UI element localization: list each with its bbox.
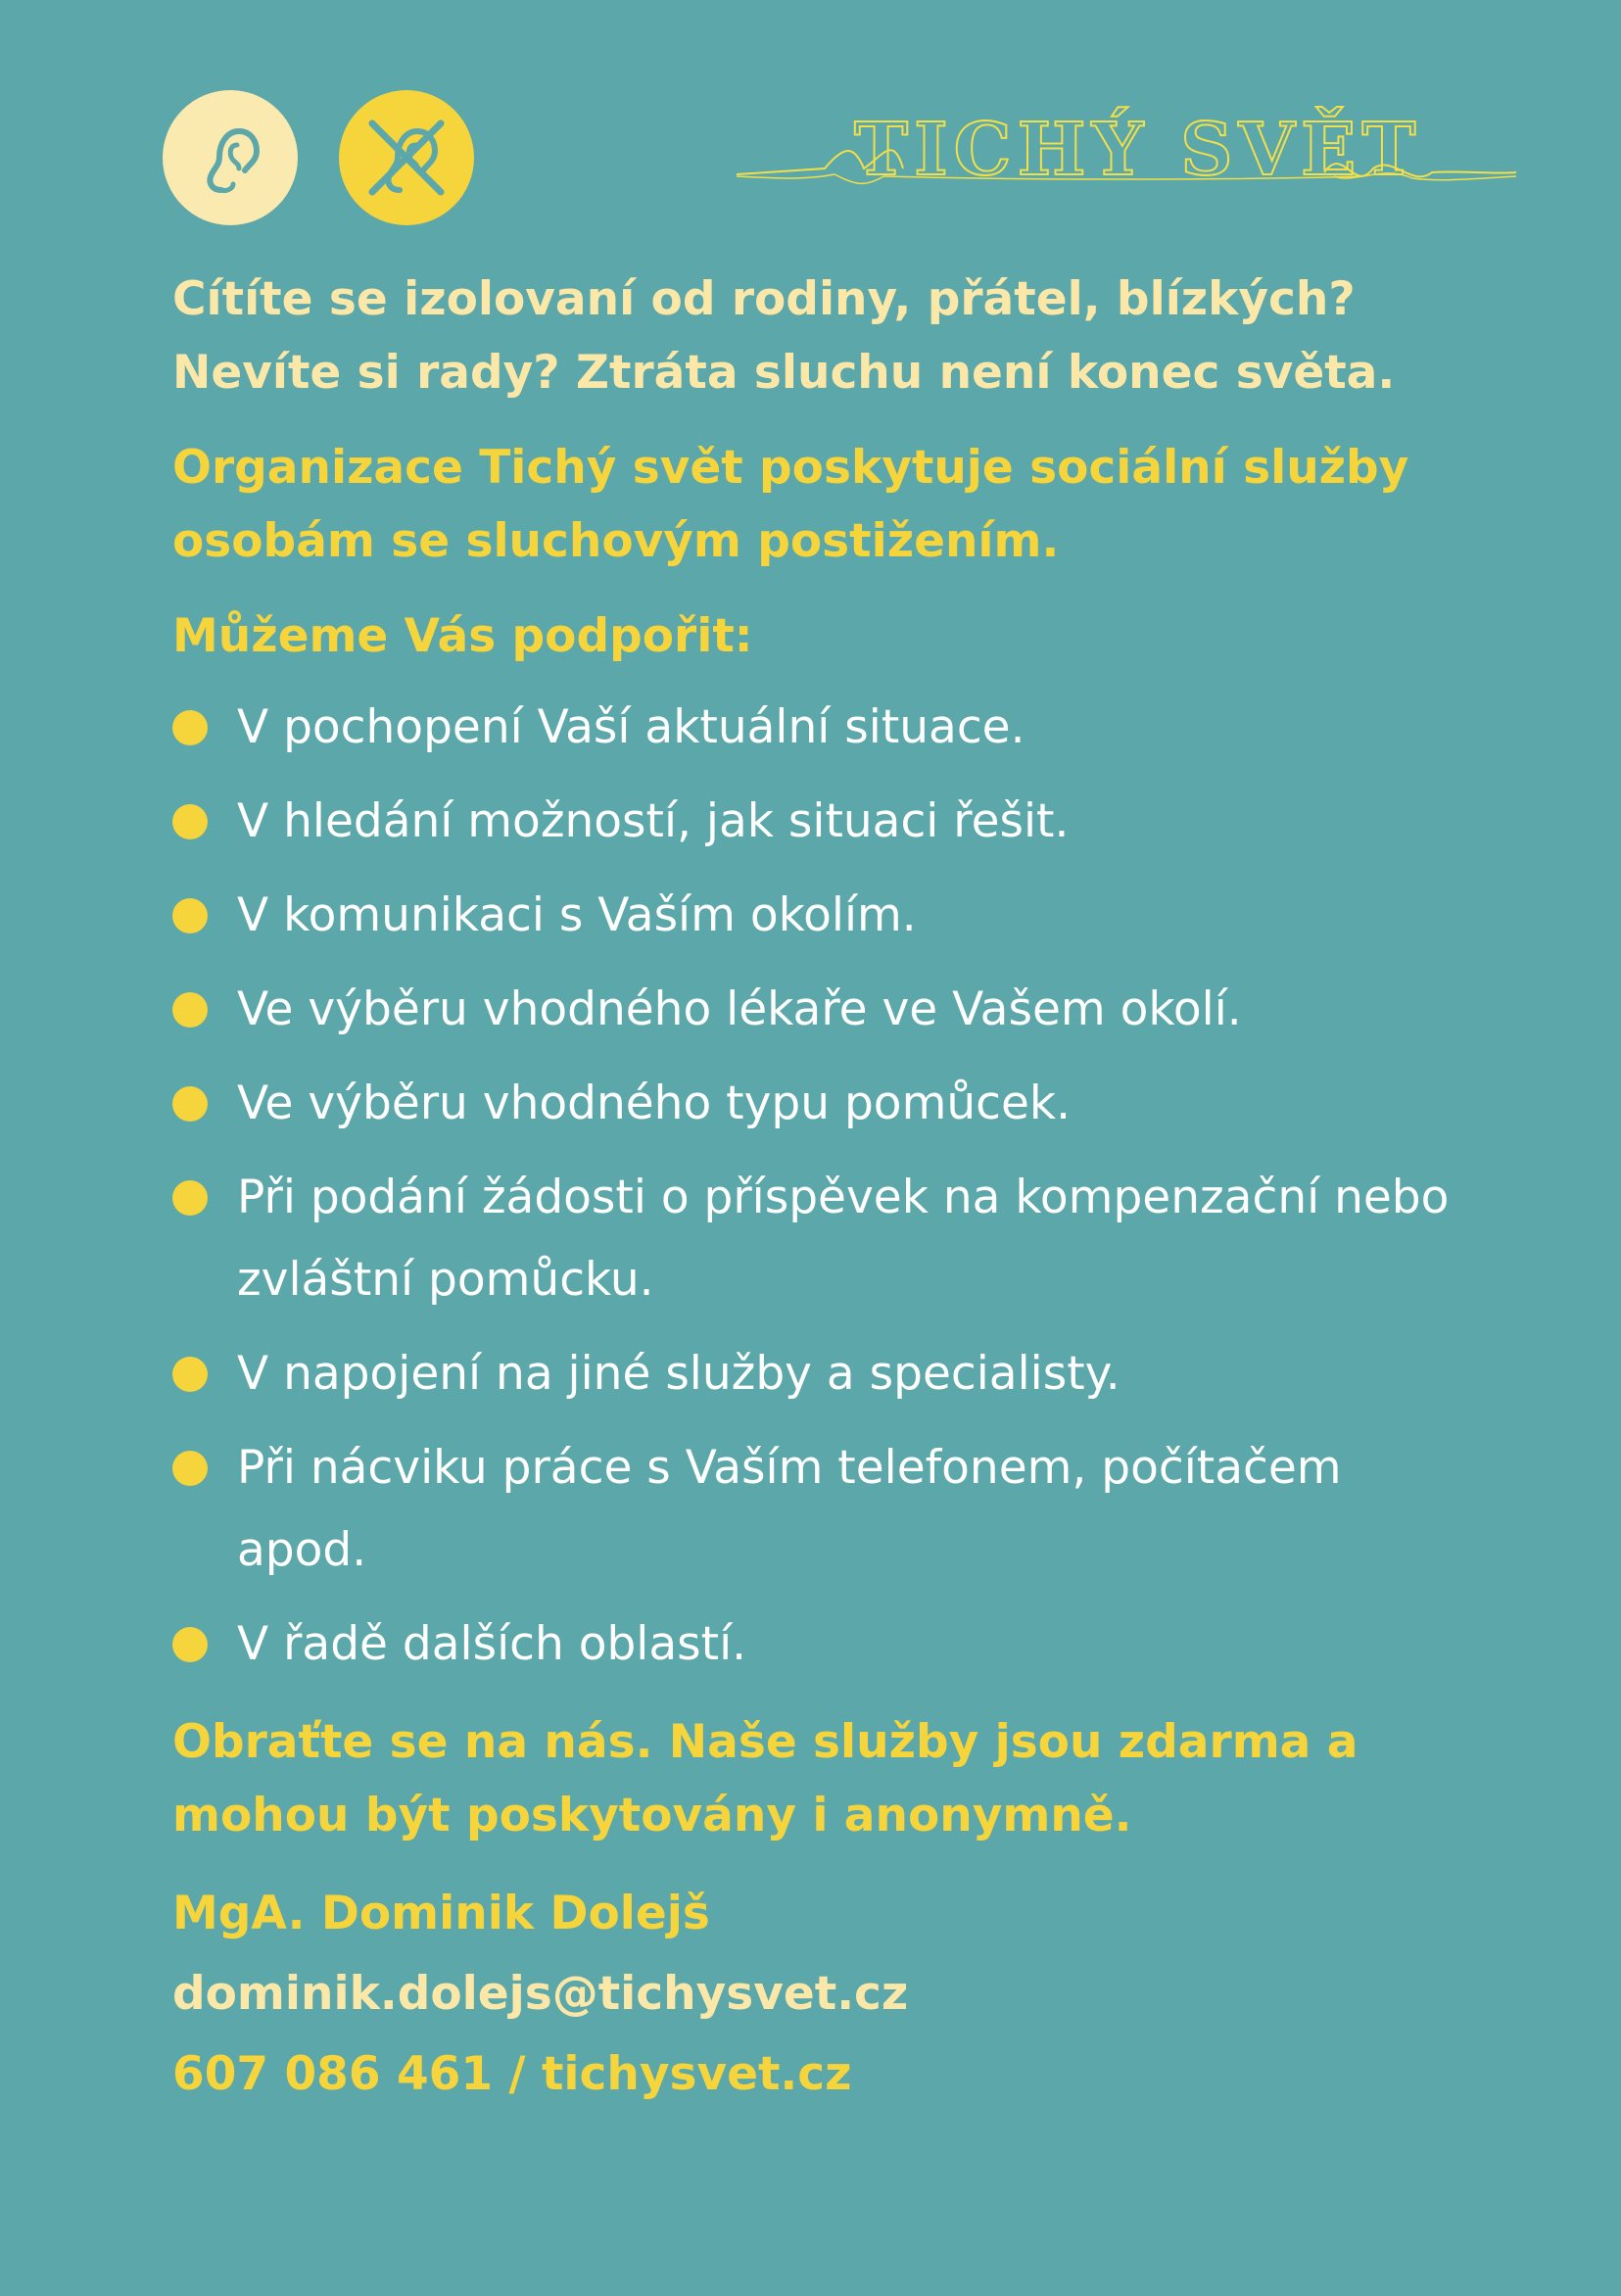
bullet-icon [172,1086,208,1122]
list-item: V komunikaci s Vaším okolím. [172,875,1485,957]
header [163,86,1514,233]
organization-text: Organizace Tichý svět poskytuje sociální služby osobám se sluchovým postižením. [172,441,1409,568]
support-list [172,687,1485,1686]
bullet-icon [172,1357,208,1392]
contact-block [172,1874,1485,2115]
bullet-icon [172,710,208,745]
list-item: V řadě dalších oblastí. [172,1603,1485,1686]
bullet-icon [172,1180,208,1216]
hearing-ear-icon [163,90,298,225]
closing-text: Obraťte se na nás. Naše služby jsou zdarma a mohou být poskytovány i anonymně. [172,1715,1359,1842]
contact-name: MgA. Dominik Dolejš [172,1887,710,1940]
bullet-icon [172,1627,208,1662]
list-item: Ve výběru vhodného lékaře ve Vašem okolí. [172,969,1485,1051]
list-item: V pochopení Vaší aktuální situace. [172,687,1485,769]
main-content [172,263,1485,2115]
tichy-svet-logo [737,86,1516,214]
logo-text: TICHÝ SVĚT [854,108,1422,192]
support-heading: Můžeme Vás podpořit: [172,609,753,663]
bullet-icon [172,804,208,839]
bullet-icon [172,1451,208,1486]
list-item: Při podání žádosti o příspěvek na kompenzační nebo zvláštní pomůcku. [172,1157,1485,1321]
list-item: Ve výběru vhodného typu pomůcek. [172,1063,1485,1145]
list-item: Při nácviku práce s Vaším telefonem, počítačem apod. [172,1427,1485,1592]
bullet-icon [172,992,208,1028]
list-item: V hledání možností, jak situaci řešit. [172,781,1485,863]
contact-phone-web[interactable]: 607 086 461 / tichysvet.cz [172,2047,852,2101]
list-item: V napojení na jiné služby a specialisty. [172,1333,1485,1415]
intro-text: Cítíte se izolovaní od rodiny, přátel, blízkých? Nevíte si rady? Ztráta sluchu není konec světa. [172,272,1396,400]
contact-email[interactable]: dominik.dolejs@tichysvet.cz [172,1967,909,2021]
bullet-icon [172,898,208,933]
deaf-ear-icon [339,90,474,225]
